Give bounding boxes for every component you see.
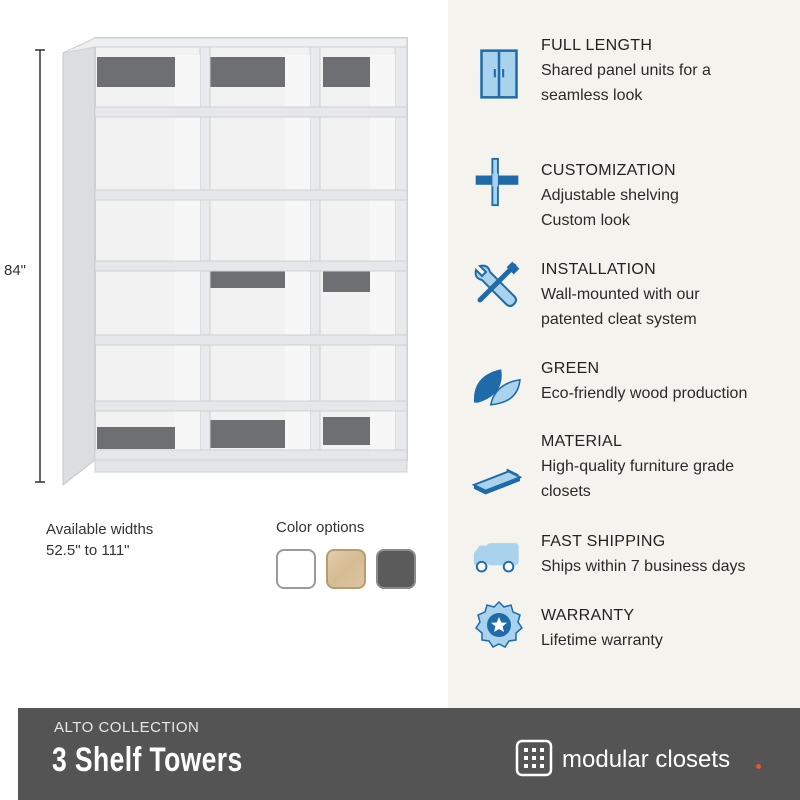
brand-accent-dot — [756, 764, 761, 769]
truck-icon — [472, 533, 522, 583]
brand-grid-icon — [515, 739, 553, 777]
color-options-label: Color options — [276, 519, 365, 536]
feature-title: WARRANTY — [541, 607, 635, 624]
feature-description: Ships within 7 business days — [541, 558, 746, 575]
feature-title: MATERIAL — [541, 433, 623, 450]
available-widths-value: 52.5" to 111" — [46, 542, 130, 559]
feature-title: INSTALLATION — [541, 261, 657, 278]
shelf-tower-illustration — [60, 35, 410, 490]
footer-bar — [18, 708, 800, 800]
feature-description: High-quality furniture grade — [541, 458, 734, 475]
collection-name: ALTO COLLECTION — [54, 719, 200, 736]
height-dimension-line — [30, 48, 50, 484]
feature-description: Shared panel units for a — [541, 62, 711, 79]
feature-description: Lifetime warranty — [541, 632, 663, 649]
feature-title: GREEN — [541, 360, 600, 377]
feature-title: FAST SHIPPING — [541, 533, 666, 550]
feature-description: patented cleat system — [541, 311, 697, 328]
color-swatch-white[interactable] — [276, 549, 316, 589]
feature-title: FULL LENGTH — [541, 37, 653, 54]
feature-title: CUSTOMIZATION — [541, 162, 676, 179]
feature-description: closets — [541, 483, 591, 500]
feature-description: Custom look — [541, 212, 630, 229]
color-swatch-graphite[interactable] — [376, 549, 416, 589]
tools-icon — [472, 261, 522, 311]
product-name: 3 Shelf Towers — [52, 741, 243, 779]
badge-star-icon — [474, 600, 524, 650]
feature-description: Wall-mounted with our — [541, 286, 700, 303]
height-dimension-label: 84" — [4, 262, 27, 279]
door-panel-icon — [474, 49, 524, 99]
leaf-icon — [472, 362, 522, 412]
brand-name: modular closets — [562, 746, 731, 773]
color-swatch-oak[interactable] — [326, 549, 366, 589]
board-material-icon — [472, 457, 522, 507]
available-widths-label: Available widths — [46, 521, 154, 538]
shelf-adjust-icon — [472, 157, 522, 207]
features-panel — [448, 0, 800, 708]
feature-description: Eco-friendly wood production — [541, 385, 748, 402]
available-widths — [46, 519, 153, 561]
product-image-area — [0, 0, 448, 708]
feature-description: seamless look — [541, 87, 643, 104]
feature-description: Adjustable shelving — [541, 187, 679, 204]
